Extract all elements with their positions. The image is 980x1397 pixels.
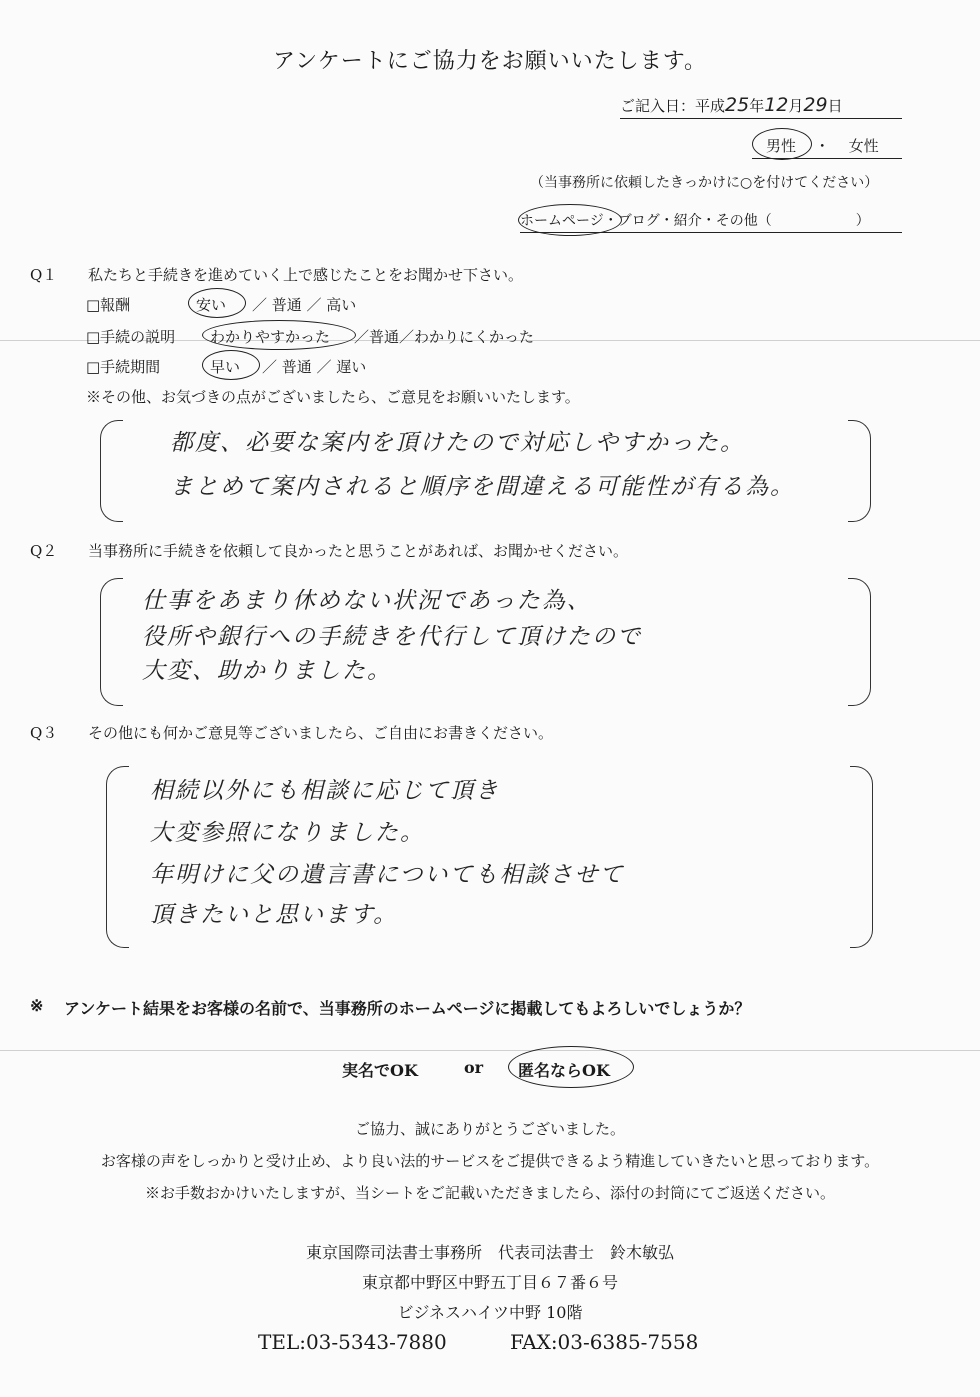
q3-question: その他にも何かご意見等ございましたら、ご自由にお書きください。 (88, 724, 554, 742)
q2-number: Q２ (30, 542, 58, 560)
q1-row-explain-label: □手続の説明 (86, 328, 176, 346)
q1-answer-bracket-left (100, 420, 123, 522)
month-unit: 月 (788, 97, 804, 115)
q1-row-fee-selected: 安い (196, 296, 227, 314)
page-title: アンケートにご協力をお願いいたします。 (273, 49, 707, 74)
homepage-circle-mark (518, 204, 622, 236)
q3-answer-line-1: 相続以外にも相談に応じて頂き (150, 778, 500, 804)
q2-answer-bracket-right (848, 578, 871, 706)
option-or: or (464, 1058, 484, 1077)
gender-separator: ・ (814, 137, 830, 155)
q2-answer-line-1: 仕事をあまり休めない状況であった為、 (142, 588, 592, 614)
office-tel: TEL:03-5343-7880 (258, 1330, 447, 1354)
period-circle-mark (202, 350, 260, 380)
fee-circle-mark (188, 288, 246, 318)
q1-other-prompt: ※その他、お気づきの点がございましたら、ご意見をお願いいたします。 (86, 388, 580, 406)
q3-number: Q３ (30, 724, 58, 742)
explain-circle-mark (202, 320, 356, 350)
q1-answer-line-1: 都度、必要な案内を頂けたので対応しやすかった。 (170, 430, 745, 456)
q2-answer-line-2: 役所や銀行への手続きを代行して頂けたので (142, 624, 642, 650)
q3-answer-bracket-right (850, 766, 873, 948)
q1-answer-line-2: まとめて案内されると順序を間違える可能性が有る為。 (170, 474, 795, 500)
closing-message: お客様の声をしっかりと受け止め、より良い法的サービスをご提供できるよう精進していきたいと思っております。 (100, 1152, 880, 1170)
publish-mark: ※ (30, 996, 44, 1015)
closing-thanks: ご協力、誠にありがとうございました。 (354, 1120, 625, 1138)
date-year: 25 (725, 94, 750, 116)
date-day: 29 (803, 94, 828, 116)
q1-row-fee-label: □報酬 (86, 296, 131, 314)
q1-number: Q１ (30, 266, 58, 284)
date-label: ご記入日：平成 (620, 97, 726, 115)
office-name: 東京国際司法書士事務所 代表司法書士 鈴木敏弘 (305, 1243, 674, 1262)
closing-return-note: ※お手数おかけいたしますが、当シートをご記載いただきましたら、添付の封筒にてご返送ください。 (144, 1184, 835, 1202)
office-fax: FAX:03-6385-7558 (510, 1330, 699, 1354)
office-address-1: 東京都中野区中野五丁目６７番６号 (361, 1273, 618, 1292)
date-line (620, 94, 902, 119)
trigger-note: （当事務所に依頼したきっかけに○を付けてください） (530, 175, 879, 191)
male-circle-mark (752, 128, 812, 160)
q3-answer-bracket-left (106, 766, 129, 948)
q1-row-period-label: □手続期間 (86, 358, 161, 376)
q1-row-fee-rest: ／ 普通 ／ 高い (252, 296, 357, 314)
q2-answer-line-3: 大変、助かりました。 (142, 658, 392, 684)
date-month: 12 (764, 94, 789, 116)
q3-answer-line-3: 年明けに父の遺言書についても相談させて (150, 862, 625, 888)
day-unit: 日 (827, 97, 843, 115)
q3-answer-line-4: 頂きたいと思います。 (150, 902, 399, 928)
publish-question: アンケート結果をお客様の名前で、当事務所のホームページに掲載してもよろしいでしょうか？ (64, 999, 751, 1018)
q1-answer-bracket-right (848, 420, 871, 522)
year-unit: 年 (749, 97, 765, 115)
gender-female: 女性 (848, 137, 879, 155)
option-real-name: 実名でOK (342, 1061, 418, 1080)
q1-row-period-selected: 早い (210, 358, 241, 376)
q1-row-explain-rest: ／普通／わかりにくかった (354, 328, 535, 346)
option-anonymous: 匿名ならOK (518, 1061, 610, 1080)
trigger-options: ホームページ・ブログ・紹介・その他（ ） (520, 210, 902, 233)
q2-answer-bracket-left (100, 578, 123, 706)
anonymous-circle-mark (508, 1046, 634, 1088)
q1-question: 私たちと手続きを進めていく上で感じたことをお聞かせ下さい。 (88, 266, 524, 284)
q2-question: 当事務所に手続きを依頼して良かったと思うことがあれば、お聞かせください。 (88, 542, 629, 560)
q3-answer-line-2: 大変参照になりました。 (150, 820, 425, 846)
q1-row-period-rest: ／ 普通 ／ 遅い (262, 358, 367, 376)
office-address-2: ビジネスハイツ中野 10階 (397, 1303, 583, 1322)
gender-male: 男性 (766, 137, 797, 155)
q1-row-explain-selected: わかりやすかった (210, 328, 331, 346)
